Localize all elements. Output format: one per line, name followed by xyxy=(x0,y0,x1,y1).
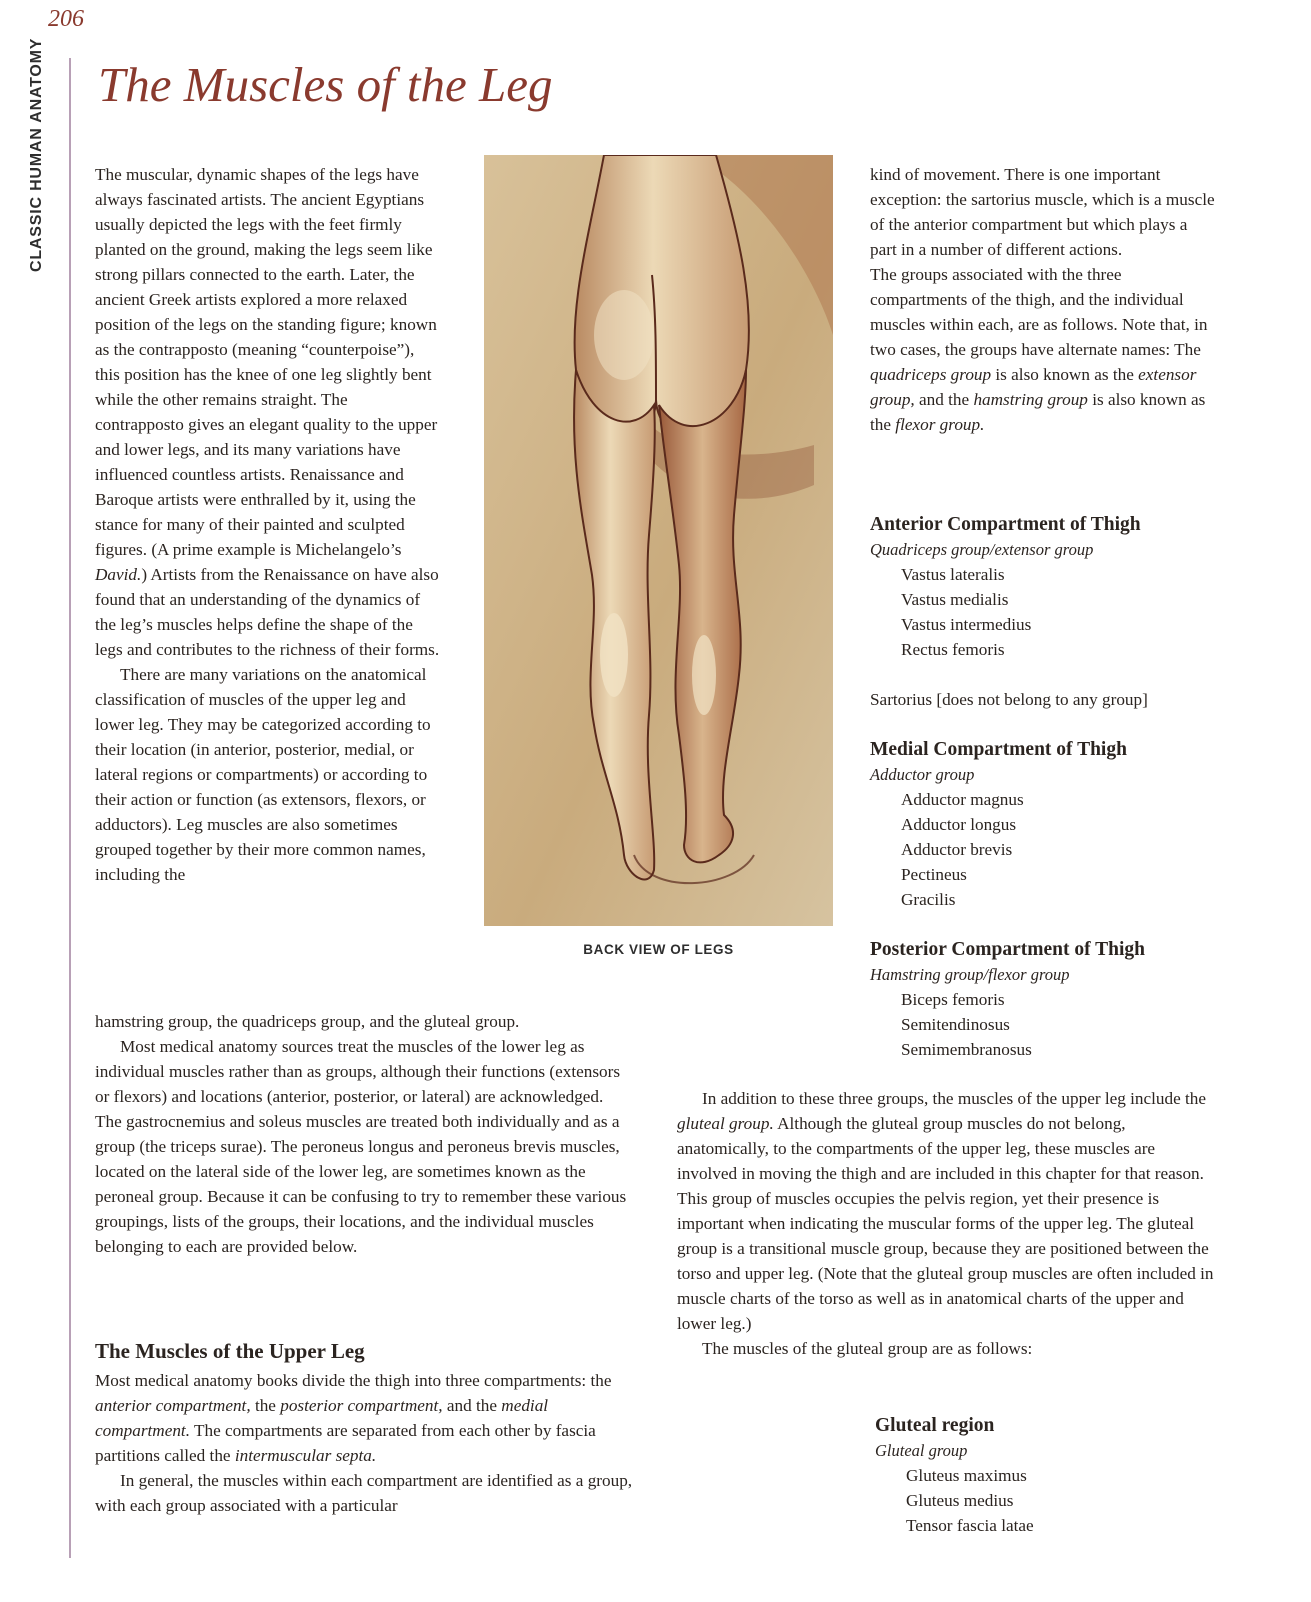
text-run: Most medical anatomy books divide the thigh into three compartments: the xyxy=(95,1371,612,1390)
intro-paragraph-1 xyxy=(95,162,440,662)
sartorius-note: Sartorius [does not belong to any group] xyxy=(870,690,1148,709)
muscle-list xyxy=(875,1463,1235,1538)
intro-paragraph-2: There are many variations on the anatomical classification of muscles of the upper leg and lower leg. They may be categorized according to their location (in anterior, posterior, medial, or lateral regions or compartments) or according to their action or function (as extensors, flexors, or adductors). Leg muscles are also sometimes grouped together by their more common names, including the xyxy=(95,665,431,884)
group-name: Hamstring group/flexor group xyxy=(870,965,1070,984)
list-item: Semimembranosus xyxy=(901,1040,1032,1059)
text-emphasis: anterior compartment, xyxy=(95,1396,251,1415)
list-item: Vastus intermedius xyxy=(901,615,1032,634)
list-item: Adductor magnus xyxy=(901,790,1024,809)
muscle-list xyxy=(870,562,1230,662)
text-emphasis: posterior compartment, xyxy=(280,1396,443,1415)
list-item: Gluteus maximus xyxy=(906,1466,1027,1485)
list-item: Tensor fascia latae xyxy=(906,1516,1034,1535)
text-emphasis: intermuscular septa. xyxy=(234,1446,377,1465)
page-number: 206 xyxy=(48,6,84,32)
list-item: Vastus medialis xyxy=(901,590,1009,609)
group-name: Gluteal group xyxy=(875,1441,968,1460)
list-item: Gracilis xyxy=(901,890,956,909)
running-head: CLASSIC HUMAN ANATOMY xyxy=(28,37,45,272)
text-emphasis: flexor group. xyxy=(895,415,985,434)
side-rule xyxy=(69,58,71,1558)
right-paragraph-2 xyxy=(870,262,1215,437)
group-name: Quadriceps group/extensor group xyxy=(870,540,1094,559)
list-item: Semitendinosus xyxy=(901,1015,1010,1034)
upper-leg-section xyxy=(95,1339,635,1518)
list-heading: Posterior Compartment of Thigh xyxy=(870,939,1145,960)
text-run: The groups associated with the three compartments of the thigh, and the individual muscles within each, are as follows. Note that, in two cases, the groups have alternate names: The xyxy=(870,265,1208,359)
muscle-list xyxy=(870,987,1230,1062)
text-run: and the xyxy=(914,390,974,409)
highlight-calf-right xyxy=(692,635,716,715)
muscle-list xyxy=(870,787,1230,912)
highlight-glute xyxy=(594,290,654,380)
text-emphasis: gluteal group. xyxy=(677,1114,774,1133)
list-item: Gluteus medius xyxy=(906,1491,1014,1510)
list-heading: Medial Compartment of Thigh xyxy=(870,739,1127,760)
text-emphasis: hamstring group xyxy=(973,390,1088,409)
text-run: is also known as the xyxy=(870,390,1206,434)
section-heading: The Muscles of the Upper Leg xyxy=(95,1339,365,1363)
posterior-compartment-list xyxy=(870,937,1230,1062)
upper-leg-paragraph-1 xyxy=(95,1368,635,1468)
gluteal-paragraph-1 xyxy=(677,1086,1217,1336)
text-run: The muscular, dynamic shapes of the legs have always fascinated artists. The ancient Egyptians usually depicted the legs with the feet firmly planted on the ground, making the legs seem like strong pillars connected to the earth. Later, the ancient Greek artists explored a more relaxed position of the legs on the standing figure; known as the contrapposto (meaning “counterpoise”), this position has the knee of one leg slightly bent while the other remains straight. The contrapposto gives an elegant quality to the upper and lower legs, and its many variations have influenced countless artists. Renaissance and Baroque artists were enthralled by it, using the stance for many of their painted and sculpted figures. (A prime example is Michelangelo’s xyxy=(95,165,438,559)
text-run: and the xyxy=(442,1396,502,1415)
list-item: Biceps femoris xyxy=(901,990,1005,1009)
list-item: Adductor longus xyxy=(901,815,1017,834)
text-run: is also known as the xyxy=(991,365,1139,384)
text-emphasis: medial compartment. xyxy=(95,1396,549,1440)
medial-compartment-list xyxy=(870,737,1230,912)
gluteal-paragraph-2: The muscles of the gluteal group are as follows: xyxy=(702,1339,1033,1358)
back-view-of-legs-illustration xyxy=(484,155,833,926)
text-emphasis: David. xyxy=(95,565,142,584)
intro-column xyxy=(95,162,440,887)
intro-paragraph-3: Most medical anatomy sources treat the muscles of the lower leg as individual muscles rather than as groups, although their functions (extensors or flexors) and locations (anterior, posterior, or lateral) are acknowledged. The gastrocnemius and soleus muscles are treated both individually and as a group (the triceps surae). The peroneus longus and peroneus brevis muscles, located on the lateral side of the lower leg, are sometimes known as the peroneal group. Because it can be confusing to try to remember these various groupings, lists of the groups, their locations, and the individual muscles belonging to each are provided below. xyxy=(95,1037,627,1256)
text-emphasis: extensor group, xyxy=(870,365,1197,409)
list-item: Vastus lateralis xyxy=(901,565,1005,584)
intro-continued xyxy=(95,1009,630,1259)
hips xyxy=(575,155,749,433)
list-item: Rectus femoris xyxy=(901,640,1005,659)
legs-drawing xyxy=(484,155,833,926)
group-name: Adductor group xyxy=(870,765,975,784)
list-item: Adductor brevis xyxy=(901,840,1013,859)
right-paragraph-1: kind of movement. There is one important exception: the sartorius muscle, which is a muscle of the anterior compartment but which plays a part in a number of different actions. xyxy=(870,165,1215,259)
upper-leg-paragraph-2: In general, the muscles within each compartment are identified as a group, with each group associated with a particular xyxy=(95,1471,633,1515)
list-heading: Gluteal region xyxy=(875,1415,995,1436)
intro-paragraph-2-end: hamstring group, the quadriceps group, and the gluteal group. xyxy=(95,1012,520,1031)
text-emphasis: quadriceps group xyxy=(870,365,992,384)
page-title: The Muscles of the Leg xyxy=(98,57,553,112)
text-run: Although the gluteal group muscles do not belong, anatomically, to the compartments of the upper leg, these muscles are involved in moving the thigh and are included in this chapter for that reason. This group of muscles occupies the pelvis region, yet their presence is important when indicating the muscular forms of the upper leg. The gluteal group is a transitional muscle group, because they are positioned between the torso and upper leg. (Note that the gluteal group muscles are often included in muscle charts of the torso as well as in anatomical charts of the upper and lower leg.) xyxy=(677,1114,1214,1333)
right-column-text xyxy=(870,162,1215,437)
figure-caption: BACK VIEW OF LEGS xyxy=(583,942,734,957)
text-run: the xyxy=(250,1396,281,1415)
highlight-calf-left xyxy=(600,613,628,697)
text-run: In addition to these three groups, the muscles of the upper leg include the xyxy=(702,1089,1207,1108)
list-item: Pectineus xyxy=(901,865,967,884)
text-run: The compartments are separated from each other by fascia partitions called the xyxy=(95,1421,596,1465)
gluteal-text xyxy=(677,1086,1217,1361)
gluteal-region-list xyxy=(875,1413,1235,1538)
list-heading: Anterior Compartment of Thigh xyxy=(870,514,1141,535)
text-run: ) Artists from the Renaissance on have also found that an understanding of the dynamics of the leg’s muscles helps define the shape of the legs and contributes to the richness of their forms. xyxy=(95,565,440,659)
anterior-compartment-list xyxy=(870,512,1230,662)
